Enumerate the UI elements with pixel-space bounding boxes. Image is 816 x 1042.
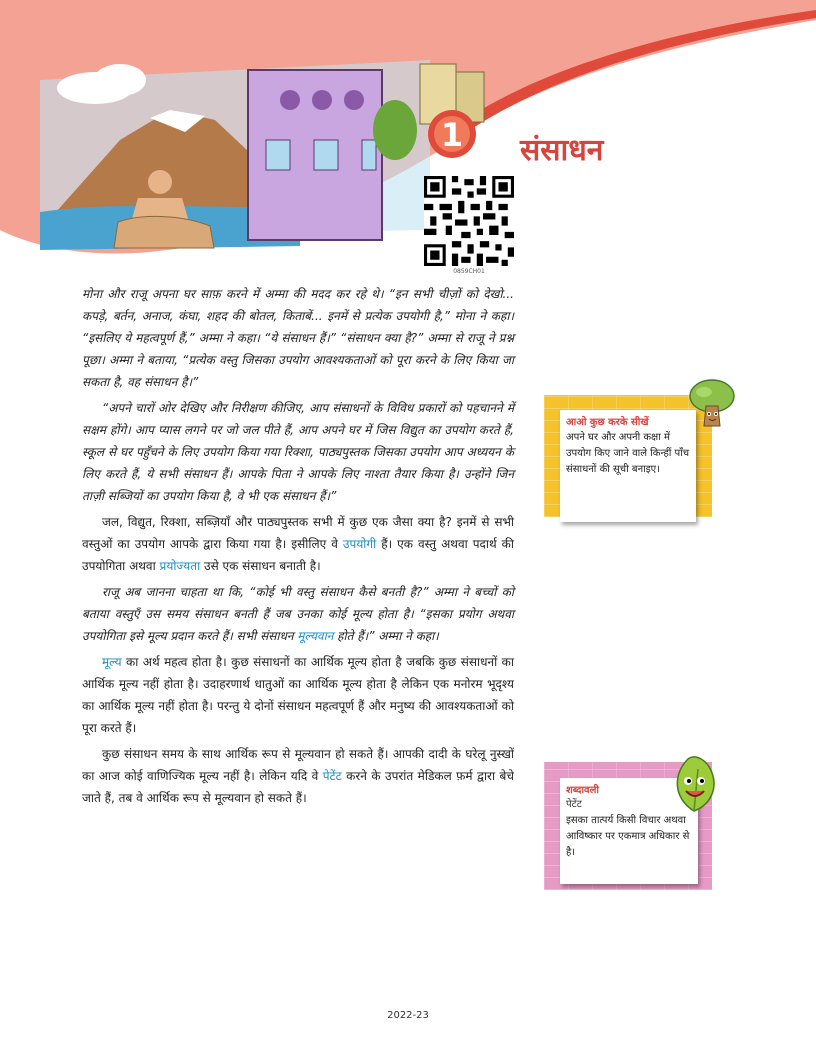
activity-card xyxy=(560,410,696,522)
keyword-mulya: मूल्य xyxy=(102,655,122,669)
paragraph-6 xyxy=(82,743,514,809)
paragraph-4-text-a: राजू अब जानना चाहता था कि, “कोई भी वस्तु संसाधन कैसे बनती है?” अम्मा ने बच्चों को बताया वस्तुएँ उस समय संसाधन बनती हैं जब उनका कोई मूल्य होता है। “इसका प्रयोग अथवा उपयोगिता इसे मूल्य प्रदान करते हैं। सभी संसाधन xyxy=(82,585,514,643)
tree-mascot-icon xyxy=(686,376,738,428)
paragraph-5 xyxy=(82,651,514,739)
keyword-patent: पेटेंट xyxy=(322,769,342,783)
paragraph-5-text: का अर्थ महत्व होता है। कुछ संसाधनों का आर्थिक मूल्य होता है जबकि कुछ संसाधनों का आर्थिक मूल्य नहीं होता है। उदाहरणार्थ धातुओं का आर्थिक मूल्य होता है लेकिन एक मनोरम भूदृश्य का आर्थिक मूल्य नहीं होता है। परन्तु ये दोनों संसाधन महत्वपूर्ण हैं और मनुष्य की आवश्यकताओं को पूरा करते हैं। xyxy=(82,655,514,735)
glossary-definition: इसका तात्पर्य किसी विचार अथवा आविष्कार पर एकमात्र अधिकार से है। xyxy=(566,815,690,858)
keyword-prayojyata: प्रयोज्यता xyxy=(159,559,201,573)
paragraph-3-text-b: हैं। एक वस्तु अथवा पदार्थ की उपयोगिता अथवा xyxy=(82,537,514,573)
chapter-title: संसाधन xyxy=(520,133,604,168)
qr-code-icon[interactable] xyxy=(424,176,514,266)
chapter-number: 1 xyxy=(440,116,464,154)
leaf-mascot-icon xyxy=(668,755,720,813)
paragraph-6-text-b: करने के उपरांत मेडिकल फ़र्म द्वारा बेचे जाते हैं, तब वे आर्थिक रूप से मूल्यवान हो सकते हैं। xyxy=(82,769,514,805)
activity-text: अपने घर और अपनी कक्षा में उपयोग किए जाने वाले किन्हीं पाँच संसाधनों की सूची बनाइए। xyxy=(566,432,690,475)
paragraph-2: “अपने चारों ओर देखिए और निरीक्षण कीजिए, आप संसाधनों के विविध प्रकारों को पहचानने में सक्षम होंगे। आप प्यास लगने पर जो जल पीते हैं, आप अपने घर में जिस विद्युत का उपयोग करते हैं, स्कूल से घर पहुँचने के लिए उपयोग किया गया रिक्शा, पाठ्यपुस्तक जिसका उपयोग आप अध्ययन के लिए करते हैं, ये सभी संसाधन हैं। आपके पिता ने आपके लिए नाश्ता तैयार किया है। उन्होंने जिन ताज़ी सब्जियों का उपयोग किया है, वे भी एक संसाधन हैं।” xyxy=(82,401,514,503)
paragraph-4-text-b: होते हैं।” अम्मा ने कहा। xyxy=(333,629,439,643)
main-text-column xyxy=(82,283,514,813)
keyword-mulyavan: मूल्यवान xyxy=(297,629,334,643)
activity-title: आओ कुछ करके सीखें xyxy=(566,417,649,428)
keyword-upyogi: उपयोगी xyxy=(342,537,377,551)
footer-year: 2022-23 xyxy=(387,1010,429,1021)
qr-code-label: 0859CH01 xyxy=(453,268,485,275)
glossary-title: शब्दावली xyxy=(566,785,599,796)
paragraph-4 xyxy=(82,581,514,647)
paragraph-3 xyxy=(82,511,514,577)
paragraph-1: मोना और राजू अपना घर साफ़ करने में अम्मा की मदद कर रहे थे। “इन सभी चीज़ों को देखो... कपड़े, बर्तन, अनाज, कंघा, शहद की बोतल, किताबें... इनमें से प्रत्येक उपयोगी है,” मोना ने कहा। “इसलिए ये महत्वपूर्ण हैं,” अम्मा ने कहा। “ये संसाधन हैं।” “संसाधन क्या है?” अम्मा से राजू ने प्रश्न पूछा। अम्मा ने बताया, “प्रत्येक वस्तु जिसका उपयोग आवश्यकताओं को पूरा करने के लिए किया जा सकता है, वह संसाधन है।” xyxy=(82,287,514,389)
chapter-header-illustration xyxy=(0,0,816,290)
paragraph-6-text-a: कुछ संसाधन समय के साथ आर्थिक रूप से मूल्यवान हो सकते हैं। आपकी दादी के घरेलू नुस्खों का आज कोई वाणिज्यिक मूल्य नहीं है। लेकिन यदि वे xyxy=(82,747,514,783)
glossary-term: पेटेंट xyxy=(566,799,582,810)
paragraph-3-text-a: जल, विद्युत, रिक्शा, सब्ज़ियाँ और पाठ्यपुस्तक सभी में कुछ एक जैसा क्या है? इनमें से सभी वस्तुओं का उपयोग आपके द्वारा किया गया है। इसीलिए वे xyxy=(82,515,514,551)
paragraph-3-text-c: उसे एक संसाधन बनाती है। xyxy=(200,559,321,573)
